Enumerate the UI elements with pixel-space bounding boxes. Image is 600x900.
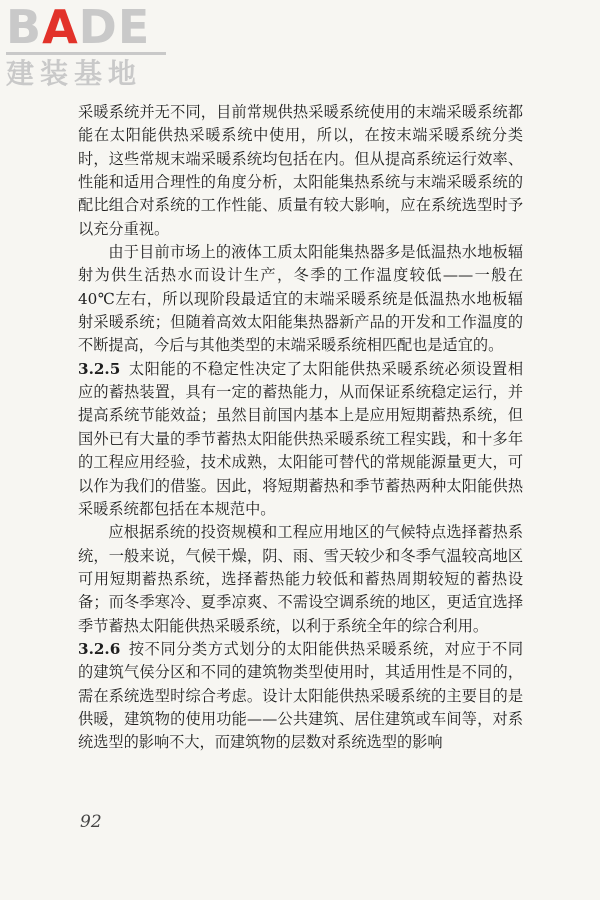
section-number: 3.2.5	[78, 359, 121, 378]
paragraph-1: 采暖系统并无不同，目前常规供热采暖系统使用的末端采暖系统都能在太阳能供热采暖系统中使用，所以，在按末端采暖系统分类时，这些常规末端采暖系统均包括在内。但从提高系统运行效率、性能和适用合理性的角度分析，太阳能集热系统与末端采暖系统的配比组合对系统的工作性能、质量有较大影响，应在系统选型时予以充分重视。	[78, 103, 523, 238]
paragraph-4: 应根据系统的投资规模和工程应用地区的气候特点选择蓄热系统，一般来说，气候干燥，阴、雨、雪天较少和冬季气温较高地区可用短期蓄热系统，选择蓄热能力较低和蓄热周期较短的蓄热设备；而冬季寒冷、夏季凉爽、不需设空调系统的地区，更适宜选择季节蓄热太阳能供热采暖系统，以利于系统全年的综合利用。	[78, 523, 523, 635]
section-number: 3.2.6	[78, 639, 121, 658]
brand-logo-subtitle: 建装基地	[6, 57, 143, 90]
brand-logo-wordmark: BADE	[6, 0, 151, 54]
paragraph-5: 3.2.6 按不同分类方式划分的太阳能供热采暖系统，对应于不同的建筑气侯分区和不同的建筑物类型使用时，其适用性是不同的，需在系统选型时综合考虑。设计太阳能供热采暖系统的主要目的是供暖，建筑物的使用功能——公共建筑、居住建筑或车间等，对系统选型的影响不大，而建筑物的层数对系统选型的影响	[78, 639, 523, 752]
brand-logo	[6, 0, 176, 90]
paragraph-2: 由于目前市场上的液体工质太阳能集热器多是低温热水地板辐射为供生活热水而设计生产，冬季的工作温度较低——一般在40℃左右，所以现阶段最适宜的末端采暖系统是低温热水地板辐射采暖系统；但随着高效太阳能集热器新产品的开发和工作温度的不断提高，今后与其他类型的末端采暖系统相匹配也是适宜的。	[78, 243, 523, 355]
page-number: 92	[80, 812, 102, 832]
document-body	[78, 101, 523, 755]
paragraph-3: 3.2.5 太阳能的不稳定性决定了太阳能供热采暖系统必须设置相应的蓄热装置，具有一定的蓄热能力，从而保证系统稳定运行，并提高系统节能效益；虽然目前国内基本上是应用短期蓄热系统，但国外已有大量的季节蓄热太阳能供热采暖系统工程实践，和十多年的工程应用经验，技术成熟，太阳能可替代的常规能源量更大，可以作为我们的借鉴。因此，将短期蓄热和季节蓄热两种太阳能供热采暖系统都包括在本规范中。	[78, 359, 523, 518]
